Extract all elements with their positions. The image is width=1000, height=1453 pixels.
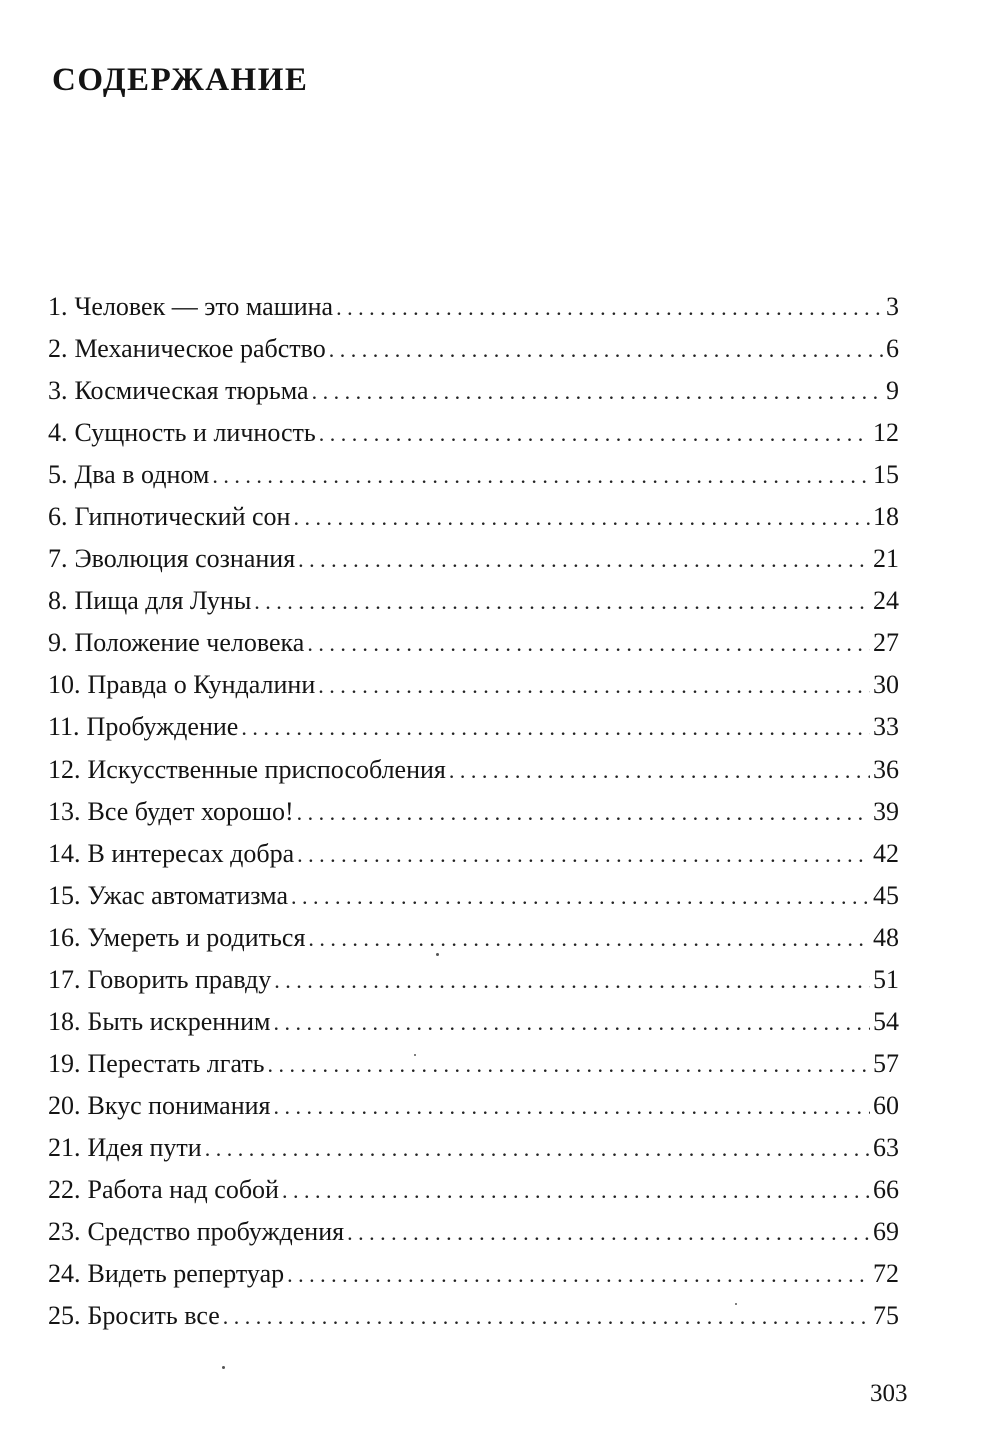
toc-entry-number: 9. — [48, 628, 68, 658]
toc-entry-text — [48, 328, 326, 370]
toc-entry — [48, 664, 899, 706]
toc-dot-leader — [307, 623, 870, 665]
toc-entry-page: 24 — [873, 586, 899, 616]
toc-entry-title: Механическое рабство — [74, 334, 326, 364]
toc-dot-leader — [291, 876, 870, 918]
toc-entry — [48, 1295, 899, 1337]
toc-entry-title: Человек — это машина — [74, 292, 334, 321]
toc-entry-page: 42 — [873, 838, 899, 868]
toc-entry-number: 5. — [48, 460, 68, 490]
toc-dot-leader — [223, 1296, 870, 1338]
toc-entry-page: 45 — [873, 880, 899, 910]
toc-entry-text — [48, 538, 295, 580]
toc-entry-page: 30 — [873, 670, 899, 700]
toc-entry — [48, 917, 899, 959]
toc-entry — [48, 1001, 899, 1043]
toc-entry-number: 12. — [48, 754, 81, 784]
toc-entry-text — [48, 1295, 220, 1337]
toc-dot-leader — [254, 581, 870, 623]
toc-dot-leader — [312, 371, 883, 413]
toc-entry — [48, 1043, 899, 1085]
toc-entry-page: 9 — [886, 376, 899, 406]
page-number: 303 — [870, 1380, 908, 1407]
toc-entry-page: 54 — [873, 1006, 899, 1036]
toc-entry — [48, 580, 899, 622]
toc-entry-number: 25. — [48, 1301, 81, 1331]
toc-entry-title: Космическая тюрьма — [74, 376, 309, 406]
toc-dot-leader — [287, 1254, 870, 1296]
scan-speck — [222, 1366, 225, 1369]
toc-entry-page: 3 — [886, 292, 899, 321]
toc-entry-number: 14. — [48, 838, 81, 868]
toc-entry-title: Идея пути — [87, 1132, 202, 1162]
toc-entry-page: 57 — [873, 1048, 899, 1078]
toc-entry-title: Гипнотический сон — [74, 502, 291, 532]
toc-dot-leader — [298, 539, 870, 581]
toc-entry-number: 8. — [48, 586, 68, 616]
toc-entry — [48, 286, 899, 328]
toc-entry-title: Вкус понимания — [87, 1090, 271, 1120]
toc-entry-number: 18. — [48, 1006, 81, 1036]
toc-entry-number: 24. — [48, 1259, 81, 1289]
toc-dot-leader — [241, 707, 870, 749]
toc-entry-text — [48, 791, 294, 833]
toc-entry-title: Пища для Луны — [74, 586, 252, 616]
toc-entry — [48, 1085, 899, 1127]
toc-entry-page: 21 — [873, 544, 899, 574]
toc-entry — [48, 496, 899, 538]
toc-entry — [48, 749, 899, 791]
toc-dot-leader — [282, 1170, 870, 1212]
toc-entry-text — [48, 1127, 202, 1169]
toc-entry-page: 69 — [873, 1217, 899, 1247]
toc-entry-title: Бросить все — [87, 1301, 220, 1331]
toc-entry — [48, 622, 899, 664]
toc-entry-text — [48, 833, 294, 875]
toc-entry-title: В интересах добра — [87, 838, 295, 868]
toc-dot-leader — [347, 1212, 870, 1254]
toc-entry-number: 20. — [48, 1090, 81, 1120]
toc-entry-number: 6. — [48, 502, 68, 532]
toc-entry-text — [48, 917, 305, 959]
toc-entry — [48, 875, 899, 917]
toc-entry — [48, 791, 899, 833]
toc-entry — [48, 1253, 899, 1295]
toc-entry-number: 16. — [48, 922, 81, 952]
toc-dot-leader — [336, 287, 883, 329]
toc-entry-number: 21. — [48, 1132, 81, 1162]
toc-entry-page: 63 — [873, 1132, 899, 1162]
toc-entry-text — [48, 1253, 284, 1295]
toc-entry-page: 6 — [886, 334, 899, 364]
toc-entry — [48, 833, 899, 875]
toc-dot-leader — [212, 455, 870, 497]
toc-entry — [48, 706, 899, 748]
toc-entry-title: Видеть репертуар — [87, 1259, 285, 1289]
toc-dot-leader — [297, 792, 870, 834]
toc-entry-number: 2. — [48, 334, 68, 364]
table-of-contents — [48, 286, 899, 1337]
toc-entry-number: 23. — [48, 1217, 81, 1247]
toc-entry-number: 7. — [48, 544, 68, 574]
toc-entry-title: Два в одном — [74, 460, 210, 490]
toc-entry — [48, 370, 899, 412]
toc-entry-text — [48, 1001, 270, 1043]
toc-dot-leader — [293, 497, 870, 539]
toc-dot-leader — [268, 1044, 870, 1086]
toc-entry-text — [48, 496, 290, 538]
toc-entry-text — [48, 1085, 271, 1127]
toc-entry-text — [48, 706, 238, 748]
toc-entry-number: 17. — [48, 964, 81, 994]
toc-entry-page: 72 — [873, 1259, 899, 1289]
toc-entry-text — [48, 875, 288, 917]
toc-entry-page: 48 — [873, 922, 899, 952]
toc-entry-number: 15. — [48, 880, 81, 910]
toc-entry-number: 3. — [48, 376, 68, 406]
toc-entry-title: Говорить правду — [87, 964, 272, 994]
toc-entry-text — [48, 959, 271, 1001]
toc-entry-page: 15 — [873, 460, 899, 490]
toc-entry — [48, 1169, 899, 1211]
toc-entry-page: 27 — [873, 628, 899, 658]
page-title: СОДЕРЖАНИЕ — [52, 62, 309, 98]
toc-entry — [48, 1211, 899, 1253]
toc-entry-text — [48, 454, 209, 496]
toc-entry-title: Быть искренним — [87, 1006, 271, 1036]
toc-dot-leader — [205, 1128, 870, 1170]
toc-entry — [48, 959, 899, 1001]
toc-entry-title: Ужас автоматизма — [87, 880, 288, 910]
toc-entry-text — [48, 664, 315, 706]
toc-entry-title: Искусственные приспособления — [87, 754, 446, 784]
toc-entry-text — [48, 1169, 279, 1211]
toc-entry-title: Перестать лгать — [87, 1048, 265, 1078]
toc-entry-number: 22. — [48, 1174, 81, 1204]
toc-entry-page: 66 — [873, 1174, 899, 1204]
toc-entry-page: 39 — [873, 796, 899, 826]
scan-speck — [436, 953, 439, 956]
toc-dot-leader — [329, 329, 883, 371]
toc-dot-leader — [297, 834, 870, 876]
toc-entry-title: Положение человека — [74, 628, 305, 658]
toc-entry-title: Правда о Кундалини — [87, 670, 316, 700]
toc-entry-title: Работа над собой — [87, 1174, 279, 1204]
toc-entry-text — [48, 370, 309, 412]
toc-entry-title: Пробуждение — [86, 712, 239, 742]
toc-entry-number: 11. — [48, 712, 80, 742]
toc-entry-text — [48, 286, 333, 328]
toc-entry — [48, 328, 899, 370]
toc-entry-title: Умереть и родиться — [87, 922, 306, 952]
toc-dot-leader — [273, 1002, 870, 1044]
toc-entry-page: 12 — [873, 418, 899, 448]
toc-entry-page: 18 — [873, 502, 899, 532]
toc-dot-leader — [274, 960, 870, 1002]
toc-entry-page: 33 — [873, 712, 899, 742]
toc-entry-page: 75 — [873, 1301, 899, 1331]
toc-entry — [48, 412, 899, 454]
toc-entry — [48, 538, 899, 580]
toc-entry-page: 36 — [873, 754, 899, 784]
scan-speck — [414, 1054, 416, 1056]
toc-entry-title: Эволюция сознания — [74, 544, 296, 574]
toc-entry-text — [48, 622, 304, 664]
toc-entry-title: Сущность и личность — [74, 418, 316, 448]
toc-entry-number: 13. — [48, 796, 81, 826]
toc-entry-text — [48, 1043, 265, 1085]
toc-entry-text — [48, 412, 316, 454]
toc-dot-leader — [274, 1086, 871, 1128]
toc-entry-page: 51 — [873, 964, 899, 994]
toc-entry-page: 60 — [873, 1090, 899, 1120]
toc-entry-number: 4. — [48, 418, 68, 448]
toc-entry-title: Все будет хорошо! — [87, 796, 294, 826]
toc-entry-text — [48, 1211, 344, 1253]
toc-entry — [48, 454, 899, 496]
toc-entry-text — [48, 580, 251, 622]
toc-dot-leader — [318, 665, 870, 707]
toc-dot-leader — [308, 918, 870, 960]
toc-entry — [48, 1127, 899, 1169]
toc-entry-number: 10. — [48, 670, 81, 700]
toc-entry-number: 1. — [48, 292, 68, 321]
toc-entry-text — [48, 749, 446, 791]
toc-dot-leader — [319, 413, 870, 455]
toc-entry-number: 19. — [48, 1048, 81, 1078]
toc-dot-leader — [449, 750, 870, 792]
scan-speck — [735, 1303, 737, 1305]
toc-entry-title: Средство пробуждения — [87, 1217, 345, 1247]
